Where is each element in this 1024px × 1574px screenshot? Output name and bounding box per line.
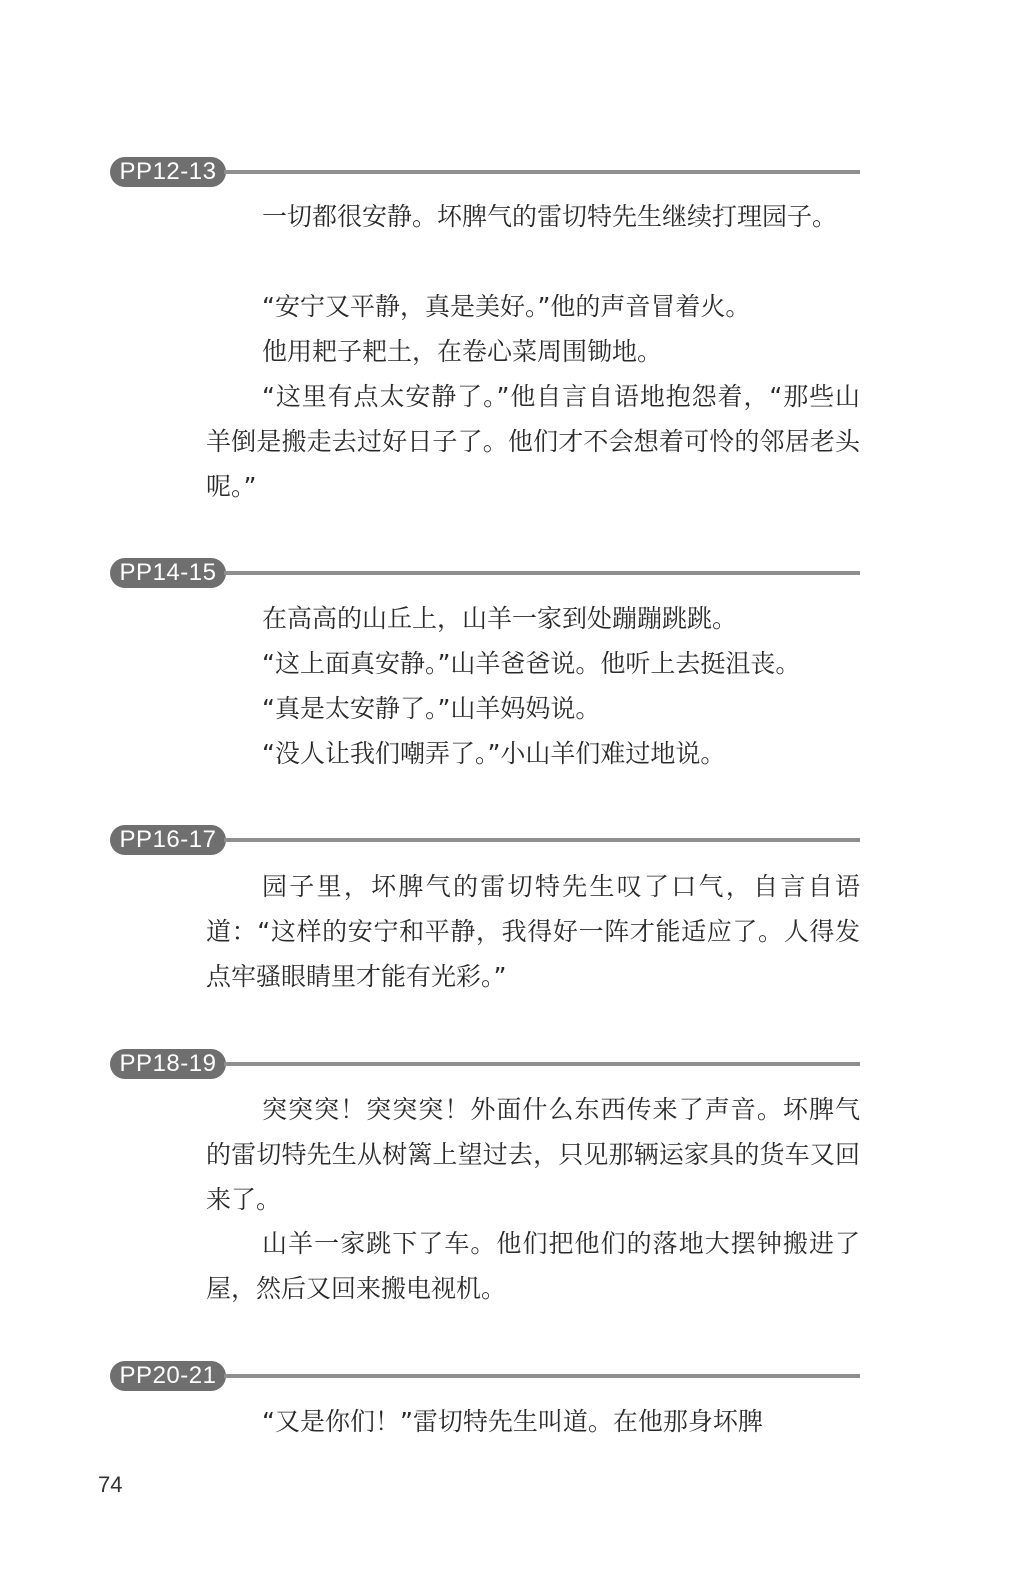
paragraph: “没人让我们嘲弄了。”小山羊们难过地说。 (262, 739, 726, 768)
paragraph: 在高高的山丘上，山羊一家到处蹦蹦跳跳。 (262, 604, 738, 633)
paragraph: “这上面真安静。”山羊爸爸说。他听上去挺沮丧。 (262, 649, 801, 678)
section-rule (224, 571, 860, 575)
paragraph: “真是太安静了。”山羊妈妈说。 (262, 694, 601, 723)
paragraph: 一切都很安静。坏脾气的雷切特先生继续打理园子。 (262, 202, 838, 231)
section-rule (224, 170, 860, 174)
section-rule (224, 1374, 860, 1378)
section-rule (224, 1062, 860, 1066)
paragraph: “这里有点太安静了。”他自言自语地抱怨着，“那些山羊倒是搬走去过好日子了。他们才不会想着可怜的邻居老头呢。” (206, 382, 860, 501)
page-number: 74 (98, 1472, 123, 1497)
section-tag: PP12-13 (110, 157, 226, 187)
section-tag: PP16-17 (110, 825, 226, 855)
section-rule (224, 838, 860, 842)
paragraph: 园子里，坏脾气的雷切特先生叹了口气，自言自语道：“这样的安宁和平静，我得好一阵才能适应了。人得发点牢骚眼睛里才能有光彩。” (206, 872, 860, 991)
section-tag: PP20-21 (110, 1361, 226, 1391)
paragraph: “又是你们！”雷切特先生叫道。在他那身坏脾 (262, 1407, 763, 1436)
paragraph: “安宁又平静，真是美好。”他的声音冒着火。 (262, 292, 751, 321)
paragraph: 山羊一家跳下了车。他们把他们的落地大摆钟搬进了屋，然后又回来搬电视机。 (206, 1229, 860, 1303)
paragraph: 他用耙子耙土，在卷心菜周围锄地。 (262, 337, 663, 366)
section-tag: PP14-15 (110, 558, 226, 588)
paragraph: 突突突！突突突！外面什么东西传来了声音。坏脾气的雷切特先生从树篱上望过去，只见那辆运家具的货车又回来了。 (206, 1095, 860, 1214)
section-tag: PP18-19 (110, 1049, 226, 1079)
